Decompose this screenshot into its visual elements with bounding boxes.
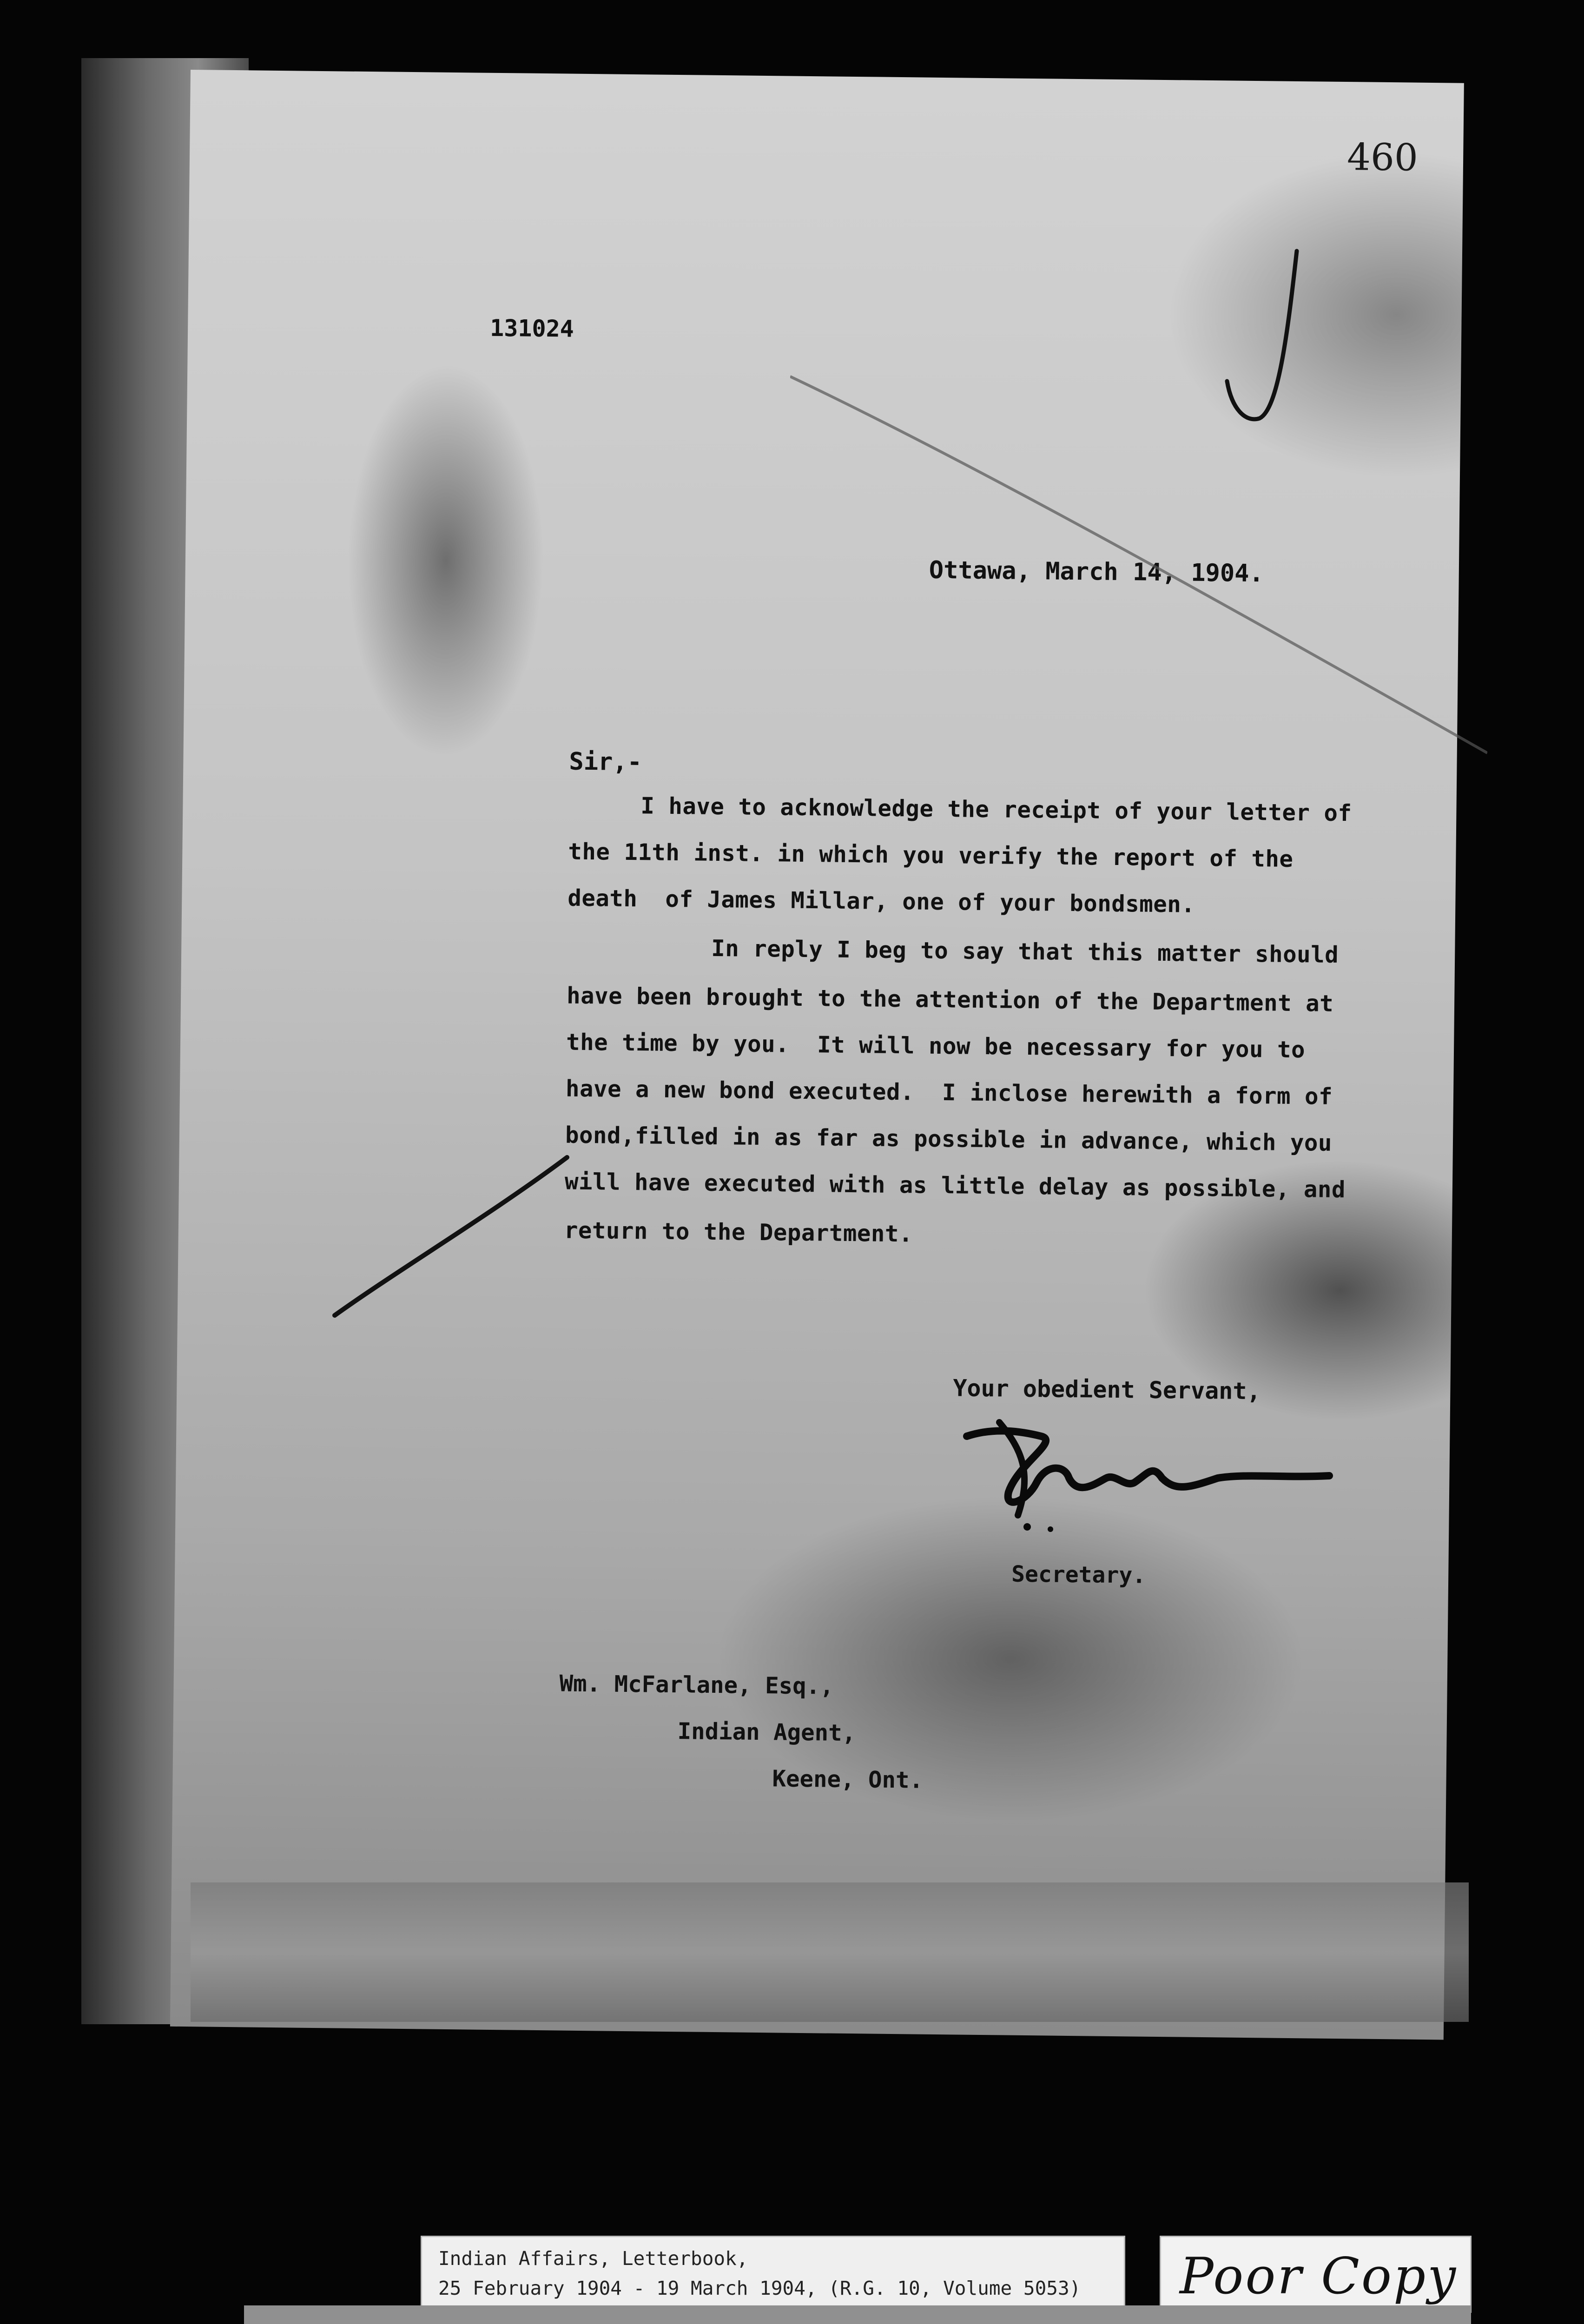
caption-card (421, 2236, 1125, 2313)
signatory-title: Secretary. (1011, 1561, 1146, 1589)
recipient-role: Indian Agent, (677, 1718, 856, 1747)
page-number: 460 (1346, 135, 1419, 179)
date-line: Ottawa, March 14, 1904. (929, 556, 1264, 588)
quality-note-card (1160, 2236, 1472, 2313)
body-line: bond,filled in as far as possible in advance, which you (565, 1122, 1333, 1156)
recipient-location: Keene, Ont. (772, 1765, 924, 1794)
quality-note: Poor Copy (1180, 2247, 1458, 2305)
body-line: death of James Millar, one of your bondsmen. (568, 885, 1195, 918)
handwritten-signature (957, 1408, 1339, 1534)
body-line: have a new bond executed. I inclose herewith a form of (565, 1075, 1333, 1110)
file-number: 131024 (489, 314, 574, 343)
margin-pen-stroke (330, 1153, 572, 1320)
sheet-bottom-edge (191, 1882, 1469, 2022)
body-line: return to the Department. (564, 1217, 913, 1248)
body-line: In reply I beg to say that this matter should (711, 935, 1339, 968)
caption-line-2: 25 February 1904 - 19 March 1904, (R.G. 10, Volume 5053) (438, 2277, 1081, 2299)
body-line: I have to acknowledge the receipt of your letter of (640, 792, 1352, 827)
recipient-name: Wm. McFarlane, Esq., (559, 1670, 834, 1700)
body-line: have been brought to the attention of the Department at (566, 982, 1334, 1017)
body-line: will have executed with as little delay as possible, and (564, 1168, 1346, 1203)
paper-crease (790, 372, 1487, 790)
body-line: the 11th inst. in which you verify the report of the (568, 838, 1294, 872)
salutation: Sir,- (569, 747, 642, 777)
checkmark-icon (1218, 242, 1311, 437)
body-line: the time by you. It will now be necessary for you to (566, 1029, 1306, 1063)
archives-stamp (244, 2305, 1471, 2324)
closing: Your obedient Servant, (953, 1374, 1261, 1405)
caption-line-1: Indian Affairs, Letterbook, (438, 2247, 748, 2270)
